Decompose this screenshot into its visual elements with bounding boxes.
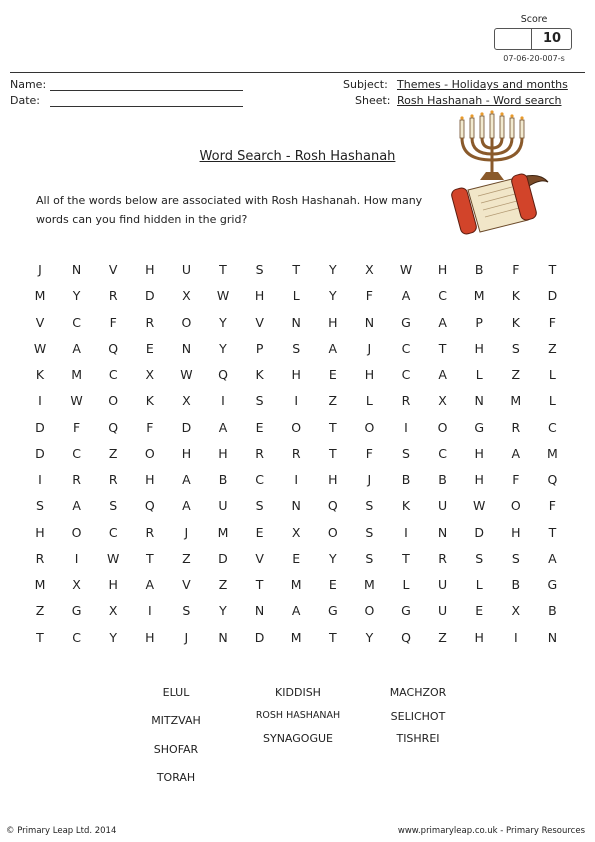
grid-letter: D [181,419,192,435]
grid-letter: Z [218,577,228,592]
sheet-value: Rosh Hashanah - Word search [397,94,562,107]
grid-letter: V [255,314,264,330]
grid-letter: K [401,498,411,514]
grid-letter: Y [219,340,227,356]
grid-letter: R [401,393,411,409]
grid-letter: R [145,524,155,540]
grid-letter: Y [219,603,227,619]
grid-letter: G [71,603,82,619]
grid-letter: A [401,288,411,304]
grid-letter: D [474,524,484,540]
grid-letter: D [547,288,558,304]
grid-letter: Y [365,629,374,645]
grid-letter: H [145,629,155,645]
grid-letter: N [181,340,192,356]
grid-letter: U [438,577,448,592]
grid-letter: G [327,603,338,619]
grid-letter: E [328,577,337,592]
grid-letter: H [35,524,45,540]
grid-letter: U [438,498,448,514]
grid-letter: K [145,393,154,409]
grid-letter: H [474,472,484,487]
grid-letter: C [108,524,118,540]
name-field[interactable] [50,90,243,91]
word-list-item: KIDDISH [275,686,321,699]
grid-letter: R [35,550,45,566]
grid-letter: X [182,393,191,409]
grid-letter: C [72,445,81,461]
grid-letter: S [109,498,118,514]
grid-letter: L [475,367,483,382]
subject-value: Themes - Holidays and months [397,78,568,91]
grid-letter: V [255,550,264,566]
grid-letter: H [218,445,228,461]
grid-letter: I [294,472,299,487]
grid-letter: N [437,524,448,540]
grid-letter: I [147,603,152,619]
grid-letter: F [512,262,520,277]
grid-letter: D [254,629,265,645]
grid-letter: X [72,577,81,592]
grid-letter: R [511,419,521,435]
grid-letter: A [548,550,557,566]
grid-letter: C [401,340,411,356]
grid-letter: H [474,340,484,356]
grid-letter: C [438,445,447,461]
grid-letter: V [35,314,45,330]
grid-letter: E [255,524,264,540]
grid-letter: S [36,498,44,514]
grid-letter: K [35,367,45,382]
grid-letter: Z [548,340,557,356]
grid-letter: R [145,314,155,330]
grid-letter: H [328,314,338,330]
grid-letter: J [367,340,372,356]
grid-letter: T [328,419,337,435]
grid-letter: H [254,288,265,304]
grid-letter: X [291,524,301,540]
grid-letter: K [511,288,520,304]
grid-letter: F [146,419,154,435]
grid-letter: S [292,340,301,356]
grid-letter: Y [72,288,81,304]
grid-letter: B [548,603,557,619]
grid-letter: G [547,577,558,592]
grid-letter: S [475,550,484,566]
grid-letter: N [547,629,558,645]
grid-letter: I [404,524,408,540]
grid-letter: S [255,498,264,514]
grid-letter: Y [219,314,227,330]
grid-letter: O [437,419,448,435]
score-value: 10 [542,31,562,46]
grid-letter: O [510,498,521,514]
grid-letter: X [365,262,374,277]
grid-letter: S [182,603,191,619]
grid-letter: O [364,419,375,435]
grid-letter: Q [401,629,411,645]
grid-letter: D [144,288,155,304]
grid-letter: S [365,524,374,540]
grid-letter: L [365,393,373,409]
footer-website: www.primaryleap.co.uk - Primary Resources [397,826,585,836]
word-list-item: SHOFAR [153,743,199,756]
grid-letter: H [364,367,375,382]
grid-letter: B [218,472,228,487]
grid-letter: Q [144,498,155,514]
grid-letter: A [438,314,447,330]
grid-letter: P [475,314,483,330]
grid-letter: N [291,314,301,330]
grid-letter: M [546,445,558,461]
grid-letter: D [35,445,45,461]
grid-letter: G [401,314,411,330]
grid-letter: M [473,288,485,304]
grid-letter: A [72,340,81,356]
score-label: Score [520,14,548,25]
grid-letter: X [438,393,447,409]
grid-letter: T [548,262,557,277]
grid-letter: T [438,340,447,356]
grid-letter: M [290,577,302,592]
grid-letter: H [291,367,301,382]
grid-letter: T [292,262,300,277]
grid-letter: X [182,288,191,304]
grid-letter: D [35,419,45,435]
grid-letter: C [72,629,81,645]
grid-letter: X [108,603,118,619]
grid-letter: U [181,262,191,277]
grid-letter: S [511,340,520,356]
grid-letter: W [33,340,47,356]
grid-letter: Q [327,498,338,514]
grid-letter: T [328,629,337,645]
grid-letter: T [36,629,44,645]
grid-letter: N [218,629,228,645]
grid-letter: F [548,314,556,330]
grid-letter: R [291,445,301,461]
grid-letter: S [402,445,410,461]
grid-letter: E [328,367,337,382]
grid-letter: A [72,498,81,514]
grid-letter: E [145,340,154,356]
grid-letter: O [327,524,338,540]
subject-label: Subject: [343,78,388,91]
grid-letter: O [364,603,375,619]
word-list-item: TISHREI [396,732,440,745]
grid-letter: M [34,577,46,592]
grid-letter: F [512,472,520,487]
grid-letter: S [255,262,264,277]
instructions-text: All of the words below are associated with Rosh Hashanah. How many words can you find hidden in the grid? [36,194,423,226]
word-list-item: ELUL [162,686,190,699]
grid-letter: Q [547,472,558,487]
grid-letter: O [144,445,155,461]
grid-letter: Q [108,340,119,356]
grid-letter: J [184,629,189,645]
grid-letter: T [145,550,154,566]
grid-letter: C [401,367,411,382]
grid-letter: L [292,288,300,304]
grid-letter: M [217,524,229,540]
grid-letter: S [255,393,264,409]
word-list-item: TORAH [156,771,196,784]
grid-letter: Z [328,393,338,409]
grid-letter: K [255,367,264,382]
grid-letter: R [72,472,81,487]
grid-letter: F [72,419,81,435]
grid-letter: A [218,419,228,435]
menorah-icon [460,110,524,180]
grid-letter: A [291,603,301,619]
grid-letter: O [71,524,82,540]
date-field[interactable] [50,106,243,107]
grid-letter: B [438,472,447,487]
grid-letter: R [108,472,118,487]
grid-letter: E [475,603,484,619]
grid-letter: W [107,550,120,566]
grid-letter: Z [35,603,45,619]
grid-letter: W [180,367,193,382]
grid-letter: W [399,262,413,277]
grid-letter: M [510,393,522,409]
grid-letter: Z [108,445,118,461]
grid-letter: W [70,393,83,409]
grid-letter: A [511,445,521,461]
grid-letter: S [511,550,520,566]
header-divider [10,72,585,73]
menorah-scroll-illustration [440,108,560,248]
sheet-code: 07-06-20-007-s [503,54,565,63]
grid-letter: N [71,262,82,277]
grid-letter: I [38,393,42,409]
grid-letter: I [38,472,42,487]
grid-letter: H [474,445,484,461]
grid-letter: R [438,550,447,566]
word-list-item: ROSH HASHANAH [255,710,341,721]
grid-letter: T [219,262,227,277]
grid-letter: N [364,314,375,330]
grid-letter: M [34,288,46,304]
grid-letter: T [328,445,337,461]
grid-letter: L [548,393,556,409]
grid-letter: U [218,498,228,514]
grid-letter: B [511,577,521,592]
grid-letter: C [548,419,557,435]
grid-letter: M [71,367,82,382]
grid-letter: R [255,445,264,461]
name-label: Name: [10,78,47,91]
grid-letter: L [475,577,483,592]
grid-letter: A [145,577,155,592]
grid-letter: W [216,288,230,304]
grid-letter: N [474,393,484,409]
grid-letter: Z [438,629,447,645]
grid-letter: Q [108,419,119,435]
grid-letter: H [328,472,338,487]
grid-letter: V [182,577,191,592]
grid-letter: F [109,314,117,330]
grid-letter: X [145,367,155,382]
grid-letter: H [511,524,521,540]
grid-letter: M [363,577,375,592]
grid-letter: V [108,262,118,277]
grid-letter: M [290,629,302,645]
grid-letter: I [294,393,299,409]
grid-letter: H [108,577,118,592]
grid-letter: F [548,498,556,514]
grid-letter: I [404,419,408,435]
grid-letter: U [438,603,448,619]
grid-letter: B [474,262,484,277]
grid-letter: J [38,262,42,277]
grid-letter: G [401,603,411,619]
grid-letter: R [108,288,118,304]
grid-letter: X [511,603,521,619]
word-list-item: MITZVAH [151,714,201,727]
grid-letter: Y [109,629,117,645]
grid-letter: H [145,262,155,277]
grid-letter: T [548,524,557,540]
grid-letter: O [291,419,302,435]
grid-letter: Y [328,288,337,304]
grid-letter: H [181,445,192,461]
grid-letter: H [437,262,448,277]
grid-letter: S [365,550,374,566]
footer-copyright: © Primary Leap Ltd. 2014 [6,826,117,836]
scroll-icon [450,173,537,236]
grid-letter: E [292,550,301,566]
grid-letter: O [181,314,192,330]
grid-letter: C [255,472,264,487]
grid-letter: Y [328,550,337,566]
grid-letter: P [255,340,264,356]
date-label: Date: [10,94,40,107]
page-title: Word Search - Rosh Hashanah [199,149,396,164]
grid-letter: I [74,550,79,566]
grid-letter: J [184,524,189,540]
grid-letter: C [108,367,118,382]
grid-letter: B [401,472,411,487]
sheet-label: Sheet: [355,94,391,107]
grid-letter: Z [182,550,191,566]
grid-letter: L [548,367,556,382]
grid-letter: H [474,629,484,645]
grid-letter: A [328,340,338,356]
grid-letter: O [108,393,119,409]
grid-letter: F [365,288,373,304]
grid-letter: I [221,393,225,409]
grid-letter: D [218,550,228,566]
grid-letter: A [438,367,447,382]
grid-letter: I [513,629,518,645]
grid-letter: A [182,472,191,487]
grid-letter: L [402,577,410,592]
grid-letter: F [365,445,373,461]
grid-letter: Q [218,367,228,382]
word-list-item: SYNAGOGUE [263,732,333,745]
grid-letter: J [367,472,372,487]
grid-letter: W [473,498,486,514]
word-list-item: MACHZOR [389,686,447,699]
grid-letter: T [255,577,264,592]
grid-letter: S [365,498,374,514]
grid-letter: N [254,603,265,619]
grid-letter: C [72,314,81,330]
grid-letter: Y [328,262,337,277]
word-list-item: SELICHOT [390,710,446,723]
grid-letter: Z [511,367,521,382]
grid-letter: T [402,550,410,566]
grid-letter: K [511,314,520,330]
grid-letter: N [291,498,301,514]
grid-letter: C [438,288,447,304]
grid-letter: E [255,419,264,435]
grid-letter: A [182,498,191,514]
grid-letter: H [145,472,155,487]
grid-letter: G [474,419,485,435]
